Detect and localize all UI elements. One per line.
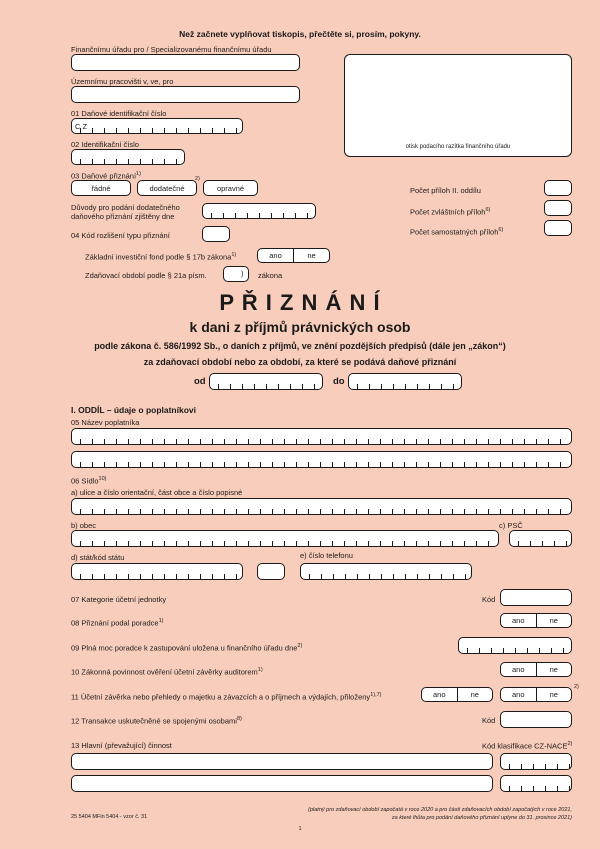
office-input[interactable] xyxy=(71,54,300,71)
city-input[interactable] xyxy=(71,530,499,547)
f09-label: 09 Plná moc poradce k zastupování uložena u finančního úřadu dne$^{2)}$ xyxy=(71,643,303,653)
instruction-text: Než začnete vyplňovat tiskopis, přečtěte si, prosím, pokyny. xyxy=(179,29,421,39)
option-radne[interactable]: řádné xyxy=(71,180,131,196)
f06d-label: d) stát/kód státu xyxy=(71,553,125,562)
f06b-label: b) obec xyxy=(71,521,97,530)
f10-label: 10 Zákonná povinnost ověření účetní závěrky auditorem$^{1)}$ xyxy=(71,667,263,677)
period-label: Zdaňovací období podle § 21a písm. xyxy=(85,271,207,280)
period-paren: ) xyxy=(241,269,244,278)
f07-kod-label: Kód xyxy=(482,595,496,604)
to-label: do xyxy=(333,376,345,387)
f04-label: 04 Kód rozlišení typu přiznání xyxy=(71,231,170,240)
att-special-input[interactable] xyxy=(544,200,572,216)
f11-yes-no-1[interactable] xyxy=(421,687,493,702)
option-dodatecne[interactable]: dodatečné xyxy=(137,180,197,196)
workplace-label: Územnímu pracovišti v, ve, pro xyxy=(71,77,174,86)
period-to-input[interactable] xyxy=(348,373,462,390)
section1-heading: I. ODDÍL – údaje o poplatníkovi xyxy=(71,405,196,415)
f10-no[interactable]: ne xyxy=(536,663,572,676)
reason-label-1: Důvody pro podání dodatečného xyxy=(71,203,180,212)
f08-yes[interactable]: ano xyxy=(511,616,525,625)
f07-input[interactable] xyxy=(500,589,572,606)
fund-yes[interactable]: ano xyxy=(269,251,282,260)
f06a-label: a) ulice a číslo orientační, část obce a číslo popisné xyxy=(71,488,243,497)
footer-right-2: za které lhůta pro podání daňového přiznání uplyne do 31. prosince 2021) xyxy=(391,815,572,821)
f03-opt2-sup: 2) xyxy=(195,176,200,182)
name-input-2[interactable] xyxy=(71,451,572,468)
title-line2: podle zákona č. 586/1992 Sb., o daních z příjmů, ve znění pozdějších předpisů (dále jen „zákon“) xyxy=(94,341,506,351)
from-label: od xyxy=(194,376,206,387)
period-input[interactable] xyxy=(223,266,249,282)
f09-date-input[interactable] xyxy=(458,637,572,654)
title-line1: k dani z příjmů právnických osob xyxy=(189,319,411,335)
title-line3: za zdaňovací období nebo za období, za které se podává daňové přiznání xyxy=(143,357,457,367)
f11-sup3: 2) xyxy=(574,684,579,690)
f08-yes-no[interactable] xyxy=(500,613,572,628)
f10-yes-no[interactable] xyxy=(500,662,572,677)
fund-no[interactable]: ne xyxy=(293,249,329,262)
dic-prefix: C Z xyxy=(75,122,88,131)
f07-label: 07 Kategorie účetní jednotky xyxy=(71,595,167,604)
workplace-input[interactable] xyxy=(71,86,300,103)
reason-date-input[interactable] xyxy=(202,203,316,219)
nace-label: Kód klasifikace CZ-NACE$^{2)}$ xyxy=(482,741,573,751)
zip-input[interactable] xyxy=(509,530,572,547)
activity-input-1[interactable] xyxy=(71,753,493,770)
f10-yes[interactable]: ano xyxy=(511,665,525,674)
att-special-label: Počet zvláštních příloh$^{6)}$ xyxy=(410,207,491,217)
att-separate-input[interactable] xyxy=(544,220,572,236)
office-label: Finančnímu úřadu pro / Specializovanému finančnímu úřadu xyxy=(71,45,272,54)
att-sec2-label: Počet příloh II. oddílu xyxy=(410,186,481,195)
state-code-input[interactable] xyxy=(257,563,285,580)
f03-label: 03 Daňové přiznání$^{1)}$ xyxy=(71,171,141,181)
nace-input-1[interactable] xyxy=(500,753,572,770)
f13-label: 13 Hlavní (převažující) činnost xyxy=(71,741,172,750)
activity-input-2[interactable] xyxy=(71,775,493,792)
f11b-yes[interactable]: ano xyxy=(511,690,525,699)
footer-right-1: (platný pro zdaňovací období započatá v roce 2020 a pro části zdaňovacích období započatých v roce 2021, xyxy=(308,807,572,813)
period-from-input[interactable] xyxy=(209,373,323,390)
f06e-label: e) číslo telefonu xyxy=(300,551,353,560)
title-main: P Ř I Z N Á N Í xyxy=(219,290,381,315)
f06c-label: c) PSČ xyxy=(499,521,523,530)
att-sec2-input[interactable] xyxy=(544,180,572,196)
street-input[interactable] xyxy=(71,498,572,515)
f11-label: 11 Účetní závěrka nebo přehledy o majetku a závazcích a o příjmech a výdajích, přiloženy$^{1),7)}$ xyxy=(71,692,382,702)
f04-input[interactable] xyxy=(202,226,230,242)
f02-label: 02 Identifikační číslo xyxy=(71,140,139,149)
f01-label: 01 Daňové identifikační číslo xyxy=(71,109,167,118)
stamp-box xyxy=(344,54,572,157)
nace-input-2[interactable] xyxy=(500,775,572,792)
f05-label: 05 Název poplatníka xyxy=(71,418,140,427)
page-number: 1 xyxy=(298,826,302,832)
phone-input[interactable] xyxy=(300,563,472,580)
fund-label: Základní investiční fond podle § 17b zákona$^{1)}$ xyxy=(85,252,237,262)
stamp-label: otisk podacího razítka finančního úřadu xyxy=(405,144,511,150)
f12-label: 12 Transakce uskutečněné se spojenými osobami$^{8)}$ xyxy=(71,716,242,726)
period-suffix: zákona xyxy=(258,271,283,280)
f11a-yes[interactable]: ano xyxy=(432,690,446,699)
name-input-1[interactable] xyxy=(71,428,572,445)
f11b-no[interactable]: ne xyxy=(536,688,572,701)
f08-label: 08 Přiznání podal poradce$^{1)}$ xyxy=(71,618,164,628)
state-input[interactable] xyxy=(71,563,243,580)
att-separate-label: Počet samostatných příloh$^{6)}$ xyxy=(410,227,504,237)
f08-no[interactable]: ne xyxy=(536,614,572,627)
f11-yes-no-2[interactable] xyxy=(500,687,572,702)
f11a-no[interactable]: ne xyxy=(457,688,493,701)
f12-kod-label: Kód xyxy=(482,716,496,725)
f06-label: 06 Sídlo$^{10)}$ xyxy=(71,476,107,486)
reason-label-2: daňového přiznání zjištěny dne xyxy=(71,212,175,221)
fund-yes-no[interactable] xyxy=(257,248,330,263)
ic-input[interactable] xyxy=(71,149,185,165)
dic-input[interactable] xyxy=(71,118,243,134)
f12-input[interactable] xyxy=(500,711,572,728)
option-opravne[interactable]: opravné xyxy=(203,180,258,196)
footer-left: 25 5404 MFin 5404 - vzor č. 31 xyxy=(71,814,148,820)
